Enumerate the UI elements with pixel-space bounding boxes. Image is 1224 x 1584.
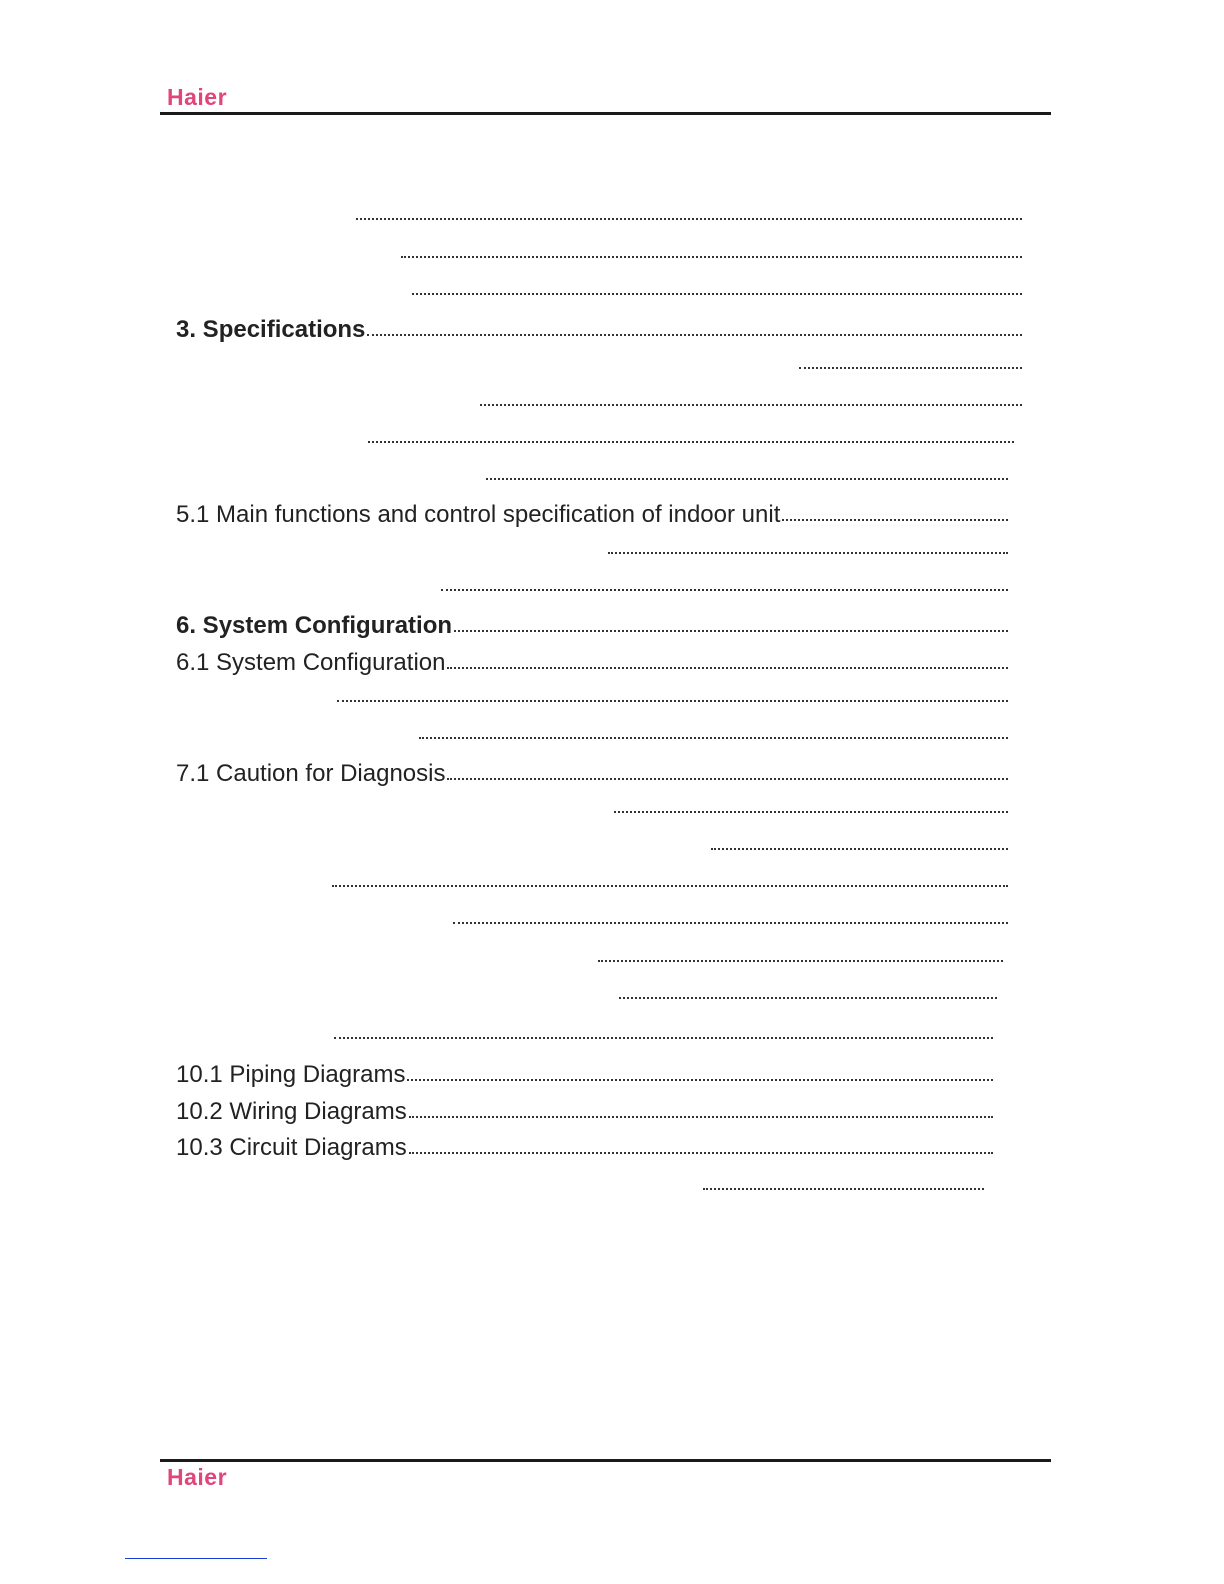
- toc-entry[interactable]: [176, 645, 1008, 677]
- toc-entry-title: 10.1 Piping Diagrams: [176, 1061, 406, 1088]
- toc-dot-leader: [409, 1094, 993, 1118]
- toc-entry[interactable]: [176, 789, 1008, 821]
- toc-entry[interactable]: [176, 419, 1014, 451]
- toc-dot-leader: [614, 789, 1008, 813]
- header-rule: [160, 112, 1051, 115]
- toc-dot-leader: [480, 382, 1022, 406]
- toc-entry[interactable]: [176, 1094, 993, 1126]
- toc-entry[interactable]: [176, 975, 997, 1007]
- toc-entry[interactable]: [176, 826, 1008, 858]
- toc-entry[interactable]: [176, 497, 1008, 529]
- toc-dot-leader: [332, 863, 1008, 887]
- toc-dot-leader: [703, 1166, 984, 1190]
- toc-dot-leader: [412, 271, 1022, 295]
- haier-logo-footer: Haier: [167, 1464, 228, 1490]
- toc-entry[interactable]: [176, 567, 1008, 599]
- toc-entry[interactable]: [176, 530, 1008, 562]
- toc-entry[interactable]: [176, 938, 1003, 970]
- toc-entry-title: 3. Specifications: [176, 316, 366, 343]
- toc-dot-leader: [453, 900, 1008, 924]
- toc-dot-leader: [619, 975, 997, 999]
- toc-dot-leader: [409, 1130, 993, 1154]
- toc-dot-leader: [401, 234, 1022, 258]
- toc-entry[interactable]: [176, 271, 1022, 303]
- toc-entry[interactable]: [176, 456, 1008, 488]
- toc-entry[interactable]: [176, 678, 1008, 710]
- toc-entry[interactable]: [176, 756, 1008, 788]
- toc-entry[interactable]: [176, 900, 1008, 932]
- toc-entry[interactable]: [176, 1015, 993, 1047]
- toc-entry[interactable]: [176, 608, 1008, 640]
- toc-dot-leader: [447, 645, 1008, 669]
- toc-entry[interactable]: [176, 312, 1022, 344]
- toc-dot-leader: [368, 419, 1014, 443]
- toc-dot-leader: [486, 456, 1008, 480]
- toc-dot-leader: [441, 567, 1008, 591]
- hyperlink-underline[interactable]: [125, 1558, 267, 1559]
- toc-entry[interactable]: [176, 382, 1022, 414]
- toc-entry-title: 6. System Configuration: [176, 612, 453, 639]
- toc-entry[interactable]: [176, 1130, 993, 1162]
- toc-entry-title: 6.1 System Configuration: [176, 649, 446, 676]
- toc-entry[interactable]: [176, 863, 1008, 895]
- toc-entry[interactable]: [176, 234, 1022, 266]
- toc-dot-leader: [782, 497, 1008, 521]
- toc-dot-leader: [447, 756, 1008, 780]
- toc-dot-leader: [454, 608, 1008, 632]
- footer-rule: [160, 1459, 1051, 1462]
- toc-entry-title: 7.1 Caution for Diagnosis: [176, 760, 446, 787]
- toc-dot-leader: [367, 312, 1022, 336]
- toc-entry-title: 10.2 Wiring Diagrams: [176, 1098, 407, 1125]
- toc-dot-leader: [407, 1057, 993, 1081]
- toc-entry-title: 5.1 Main functions and control specification of indoor unit: [176, 501, 781, 528]
- toc-dot-leader: [337, 678, 1008, 702]
- toc-dot-leader: [598, 938, 1003, 962]
- toc-dot-leader: [608, 530, 1008, 554]
- toc-entry[interactable]: [176, 1057, 993, 1089]
- toc-dot-leader: [334, 1015, 993, 1039]
- toc-entry[interactable]: [176, 1166, 984, 1198]
- toc-dot-leader: [711, 826, 1008, 850]
- toc-dot-leader: [419, 715, 1008, 739]
- toc-dot-leader: [799, 345, 1022, 369]
- toc-dot-leader: [356, 196, 1022, 220]
- toc-entry[interactable]: [176, 196, 1022, 228]
- toc-entry[interactable]: [176, 715, 1008, 747]
- toc-entry[interactable]: [176, 345, 1022, 377]
- toc-entry-title: 10.3 Circuit Diagrams: [176, 1134, 407, 1161]
- haier-logo-header: Haier: [167, 84, 228, 110]
